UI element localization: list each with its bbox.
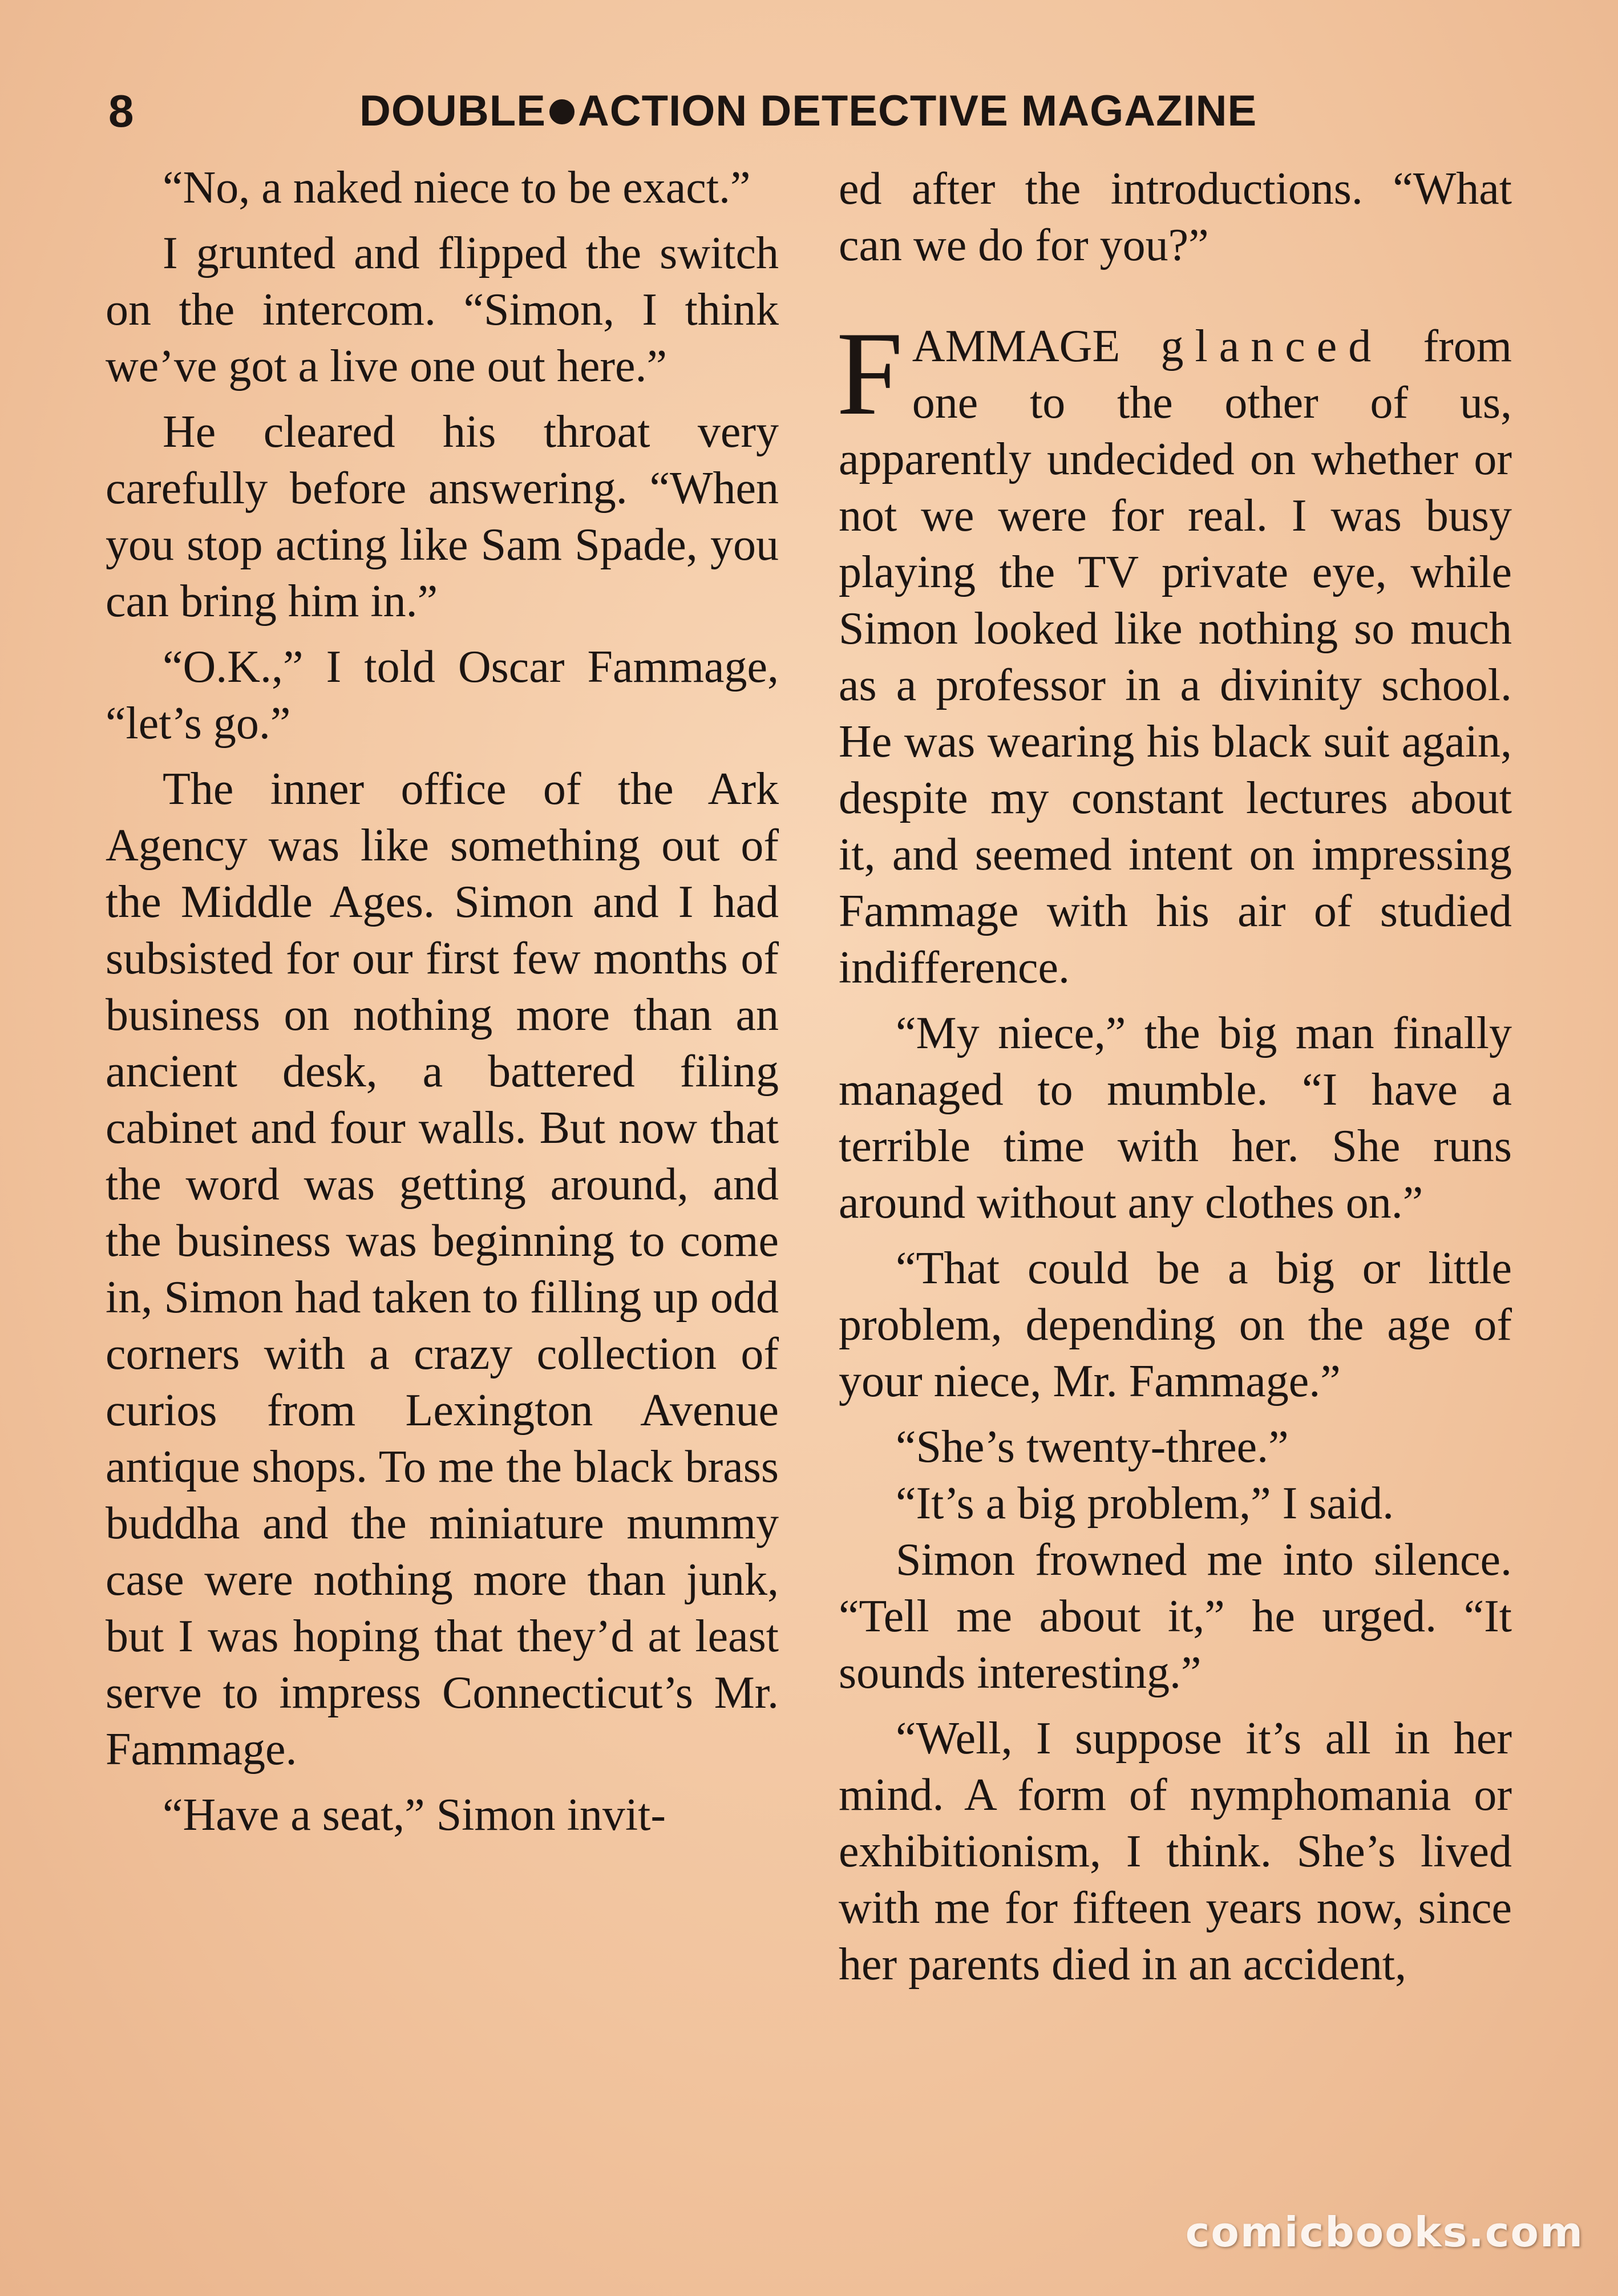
paragraph: “She’s twenty-three.”: [896, 1422, 1289, 1472]
paragraph: “Well, I suppose it’s all in her mind. A form of nymphomania or exhibitionism, I think. She’s lived with me for fifteen years now, since her parents died in an accident,: [839, 1713, 1512, 1990]
magazine-title-part2: ACTION DETECTIVE MAGAZINE: [577, 87, 1257, 135]
paragraph: “O.K.,” I told Oscar Fammage, “let’s go.”: [106, 642, 779, 749]
paragraph: “No, a naked niece to be exact.”: [163, 163, 751, 213]
section-lead-word: AMMAGE: [912, 321, 1121, 371]
right-column: [836, 161, 1512, 1993]
section-text: from one to the other of us, apparently undecided on whether or not we were for real. I was busy playing the TV private eye, while Simon looked like nothing so much as a professor in a divinity school. He was wearing his black suit again, despite my constant lectures about it, and seemed intent on impressing Fammage with his air of studied indifference.: [839, 321, 1512, 993]
magazine-title: [359, 80, 1257, 143]
left-column: [106, 160, 779, 1844]
page-number: 8: [108, 86, 134, 136]
page-header: [108, 80, 1272, 143]
paragraph: Simon frowned me into silence. “Tell me about it,” he urged. “It sounds interesting.”: [839, 1535, 1512, 1698]
paragraph: “That could be a big or little problem, depending on the age of your niece, Mr. Fammage.”: [839, 1243, 1512, 1406]
paragraph: “It’s a big problem,” I said.: [896, 1478, 1394, 1529]
magazine-title-part1: DOUBLE: [359, 87, 546, 135]
paragraph: I grunted and flipped the switch on the intercom. “Simon, I think we’ve got a live one out here.”: [106, 228, 779, 391]
bullet-icon: [549, 99, 575, 124]
paragraph-continuation: ed after the introductions. “What can we do for you?”: [839, 164, 1512, 270]
watermark: comicbooks.com: [1185, 2208, 1584, 2256]
paragraph: “Have a seat,” Simon invit-: [163, 1790, 666, 1840]
paragraph: He cleared his throat very carefully before answering. “When you stop acting like Sam Spade, you can bring him in.”: [106, 407, 779, 626]
drop-cap: F: [836, 308, 903, 440]
paragraph: “My niece,” the big man finally managed to mumble. “I have a terrible time with her. She runs around without any clothes on.”: [839, 1008, 1512, 1228]
section-opening-paragraph: [836, 308, 1512, 996]
paragraph: The inner office of the Ark Agency was like something out of the Middle Ages. Simon and I had subsisted for our first few months of business on nothing more than an ancient desk, a battered filing cabinet and four walls. But now that the word was getting around, and the business was beginning to come in, Simon had taken to filling up odd corners with a crazy collection of curios from Lexington Avenue antique shops. To me the black brass buddha and the miniature mummy case were nothing more than junk, but I was hoping that they’d at least serve to impress Connecticut’s Mr. Fammage.: [106, 764, 779, 1774]
section-spaced-word: glanced: [1160, 321, 1383, 371]
